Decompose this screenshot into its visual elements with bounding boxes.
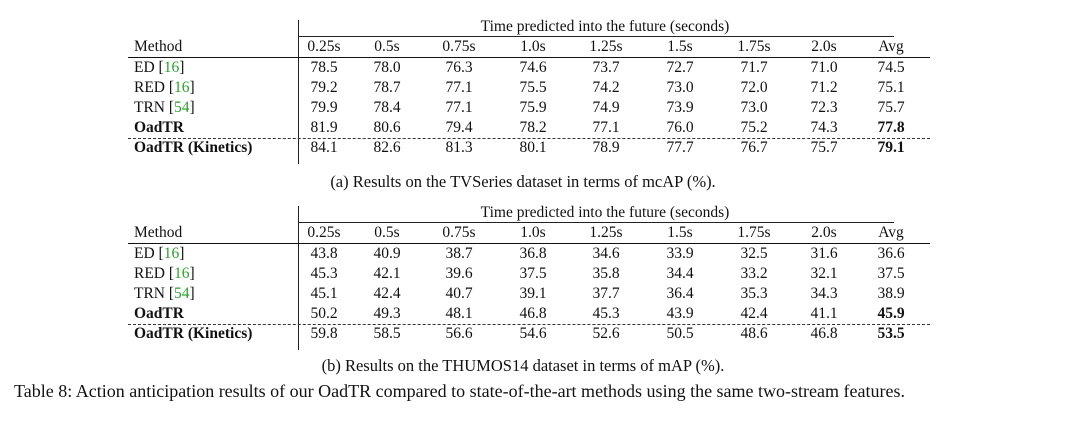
value-cell: 43.8: [310, 245, 338, 262]
table-row: [128, 243, 930, 263]
method-cell: OadTR (Kinetics): [134, 139, 253, 156]
value-cell: 76.0: [666, 119, 694, 136]
value-cell: 74.3: [810, 119, 838, 136]
method-cell: TRN [54]: [134, 99, 195, 116]
value-cell: 71.0: [810, 59, 838, 76]
value-cell: 78.9: [592, 139, 620, 156]
citation-link[interactable]: 16: [174, 79, 190, 96]
table-tvseries: [128, 12, 930, 157]
avg-cell: 53.5: [877, 325, 905, 342]
value-cell: 80.6: [373, 119, 401, 136]
column-header: 2.0s: [811, 38, 837, 55]
value-cell: 43.9: [666, 305, 694, 322]
value-cell: 42.4: [373, 285, 401, 302]
avg-cell: 75.7: [877, 99, 905, 116]
value-cell: 48.6: [740, 325, 768, 342]
table-supertitle-row: [128, 12, 930, 36]
value-cell: 78.7: [373, 79, 401, 96]
value-cell: 41.1: [810, 305, 838, 322]
column-header: 1.75s: [737, 38, 771, 55]
value-cell: 35.3: [740, 285, 768, 302]
table-row: [128, 97, 930, 117]
value-cell: 78.2: [519, 119, 547, 136]
value-cell: 72.7: [666, 59, 694, 76]
citation-link[interactable]: 16: [163, 245, 180, 262]
column-header: 1.5s: [667, 38, 693, 55]
value-cell: 36.4: [666, 285, 694, 302]
value-cell: 39.6: [445, 265, 473, 282]
value-cell: 79.2: [310, 79, 338, 96]
value-cell: 79.4: [445, 119, 473, 136]
value-cell: 76.3: [445, 59, 473, 76]
table-supertitle: Time predicted into the future (seconds): [480, 18, 730, 35]
value-cell: 75.5: [519, 79, 547, 96]
value-cell: 45.3: [592, 305, 620, 322]
table-row: [128, 283, 930, 303]
value-cell: 49.3: [373, 305, 401, 322]
value-cell: 82.6: [373, 139, 401, 156]
avg-cell: 79.1: [877, 139, 905, 156]
value-cell: 39.1: [519, 285, 547, 302]
table-row: [128, 323, 930, 343]
value-cell: 75.7: [810, 139, 838, 156]
method-cell: OadTR (Kinetics): [134, 325, 253, 342]
value-cell: 76.7: [740, 139, 768, 156]
method-cell: OadTR: [134, 305, 184, 322]
table-header-row: [128, 36, 930, 57]
value-cell: 73.0: [666, 79, 694, 96]
avg-cell: 77.8: [877, 119, 905, 136]
value-cell: 72.0: [740, 79, 768, 96]
value-cell: 74.2: [592, 79, 620, 96]
column-header: Avg: [878, 38, 904, 55]
value-cell: 48.1: [445, 305, 473, 322]
value-cell: 45.1: [310, 285, 338, 302]
value-cell: 56.6: [445, 325, 473, 342]
value-cell: 81.9: [310, 119, 338, 136]
column-header: 1.0s: [520, 38, 546, 55]
avg-cell: 37.5: [877, 265, 905, 282]
value-cell: 77.7: [666, 139, 694, 156]
value-cell: 34.3: [810, 285, 838, 302]
column-header: 1.5s: [667, 224, 693, 241]
value-cell: 74.9: [592, 99, 620, 116]
value-cell: 71.2: [810, 79, 838, 96]
value-cell: 78.5: [310, 59, 338, 76]
value-cell: 32.1: [810, 265, 838, 282]
value-cell: 36.8: [519, 245, 547, 262]
table-row: [128, 77, 930, 97]
column-header: 1.25s: [589, 38, 623, 55]
value-cell: 31.6: [810, 245, 838, 262]
value-cell: 42.1: [373, 265, 401, 282]
column-header: 0.5s: [374, 224, 400, 241]
column-header: 1.75s: [737, 224, 771, 241]
table-row: [128, 137, 930, 157]
value-cell: 54.6: [519, 325, 547, 342]
table-supertitle: Time predicted into the future (seconds): [480, 204, 730, 221]
method-cell: RED [16]: [134, 79, 195, 96]
table-row: [128, 263, 930, 283]
avg-cell: 38.9: [877, 285, 905, 302]
table-caption: Table 8: Action anticipation results of our OadTR compared to state-of-the-art methods using the same two-stream features.: [14, 381, 905, 401]
value-cell: 42.4: [740, 305, 768, 322]
value-cell: 46.8: [519, 305, 547, 322]
value-cell: 80.1: [519, 139, 547, 156]
value-cell: 78.4: [373, 99, 401, 116]
column-header: Avg: [878, 224, 904, 241]
method-cell: TRN [54]: [134, 285, 195, 302]
column-header: 0.75s: [442, 224, 476, 241]
column-header: 0.25s: [307, 38, 341, 55]
avg-cell: 45.9: [877, 305, 905, 322]
citation-link[interactable]: 16: [163, 59, 180, 76]
value-cell: 37.7: [592, 285, 620, 302]
table-row: [128, 117, 930, 137]
method-cell: ED [16]: [134, 245, 185, 262]
value-cell: 72.3: [810, 99, 838, 116]
subtable-caption-b: (b) Results on the THUMOS14 dataset in terms of mAP (%).: [321, 356, 725, 375]
column-header: 0.75s: [442, 38, 476, 55]
column-header: 1.25s: [589, 224, 623, 241]
method-cell: OadTR: [134, 119, 184, 136]
table-supertitle-row: [128, 198, 930, 222]
table-row: [128, 303, 930, 323]
value-cell: 45.3: [310, 265, 338, 282]
table-row: [128, 57, 930, 77]
value-cell: 74.6: [519, 59, 547, 76]
value-cell: 34.6: [592, 245, 620, 262]
avg-cell: 74.5: [877, 59, 905, 76]
value-cell: 40.7: [445, 285, 473, 302]
value-cell: 33.9: [666, 245, 694, 262]
value-cell: 77.1: [445, 99, 473, 116]
value-cell: 52.6: [592, 325, 620, 342]
value-cell: 38.7: [445, 245, 473, 262]
column-header: 0.25s: [307, 224, 341, 241]
value-cell: 59.8: [310, 325, 338, 342]
value-cell: 33.2: [740, 265, 768, 282]
value-cell: 71.7: [740, 59, 768, 76]
table-thumos14: [128, 198, 930, 343]
avg-cell: 36.6: [877, 245, 905, 262]
value-cell: 32.5: [740, 245, 768, 262]
column-header: 0.5s: [374, 38, 400, 55]
value-cell: 40.9: [373, 245, 401, 262]
citation-link[interactable]: 54: [174, 285, 190, 302]
value-cell: 84.1: [310, 139, 338, 156]
value-cell: 73.7: [592, 59, 620, 76]
subtable-caption-a: (a) Results on the TVSeries dataset in terms of mcAP (%).: [330, 172, 716, 191]
method-cell: RED [16]: [134, 265, 195, 282]
value-cell: 75.9: [519, 99, 547, 116]
value-cell: 34.4: [666, 265, 694, 282]
value-cell: 50.5: [666, 325, 694, 342]
value-cell: 46.8: [810, 325, 838, 342]
value-cell: 78.0: [373, 59, 401, 76]
value-cell: 77.1: [592, 119, 620, 136]
value-cell: 73.0: [740, 99, 768, 116]
value-cell: 75.2: [740, 119, 768, 136]
method-cell: ED [16]: [134, 59, 185, 76]
value-cell: 81.3: [445, 139, 473, 156]
avg-cell: 75.1: [877, 79, 905, 96]
value-cell: 77.1: [445, 79, 473, 96]
value-cell: 58.5: [373, 325, 401, 342]
citation-link[interactable]: 54: [174, 99, 190, 116]
value-cell: 37.5: [519, 265, 547, 282]
table-header-row: [128, 222, 930, 243]
column-header: 2.0s: [811, 224, 837, 241]
column-header: Method: [134, 224, 183, 241]
value-cell: 79.9: [310, 99, 338, 116]
column-header: Method: [134, 38, 183, 55]
value-cell: 73.9: [666, 99, 694, 116]
column-header: 1.0s: [520, 224, 546, 241]
value-cell: 35.8: [592, 265, 620, 282]
value-cell: 50.2: [310, 305, 338, 322]
citation-link[interactable]: 16: [174, 265, 190, 282]
